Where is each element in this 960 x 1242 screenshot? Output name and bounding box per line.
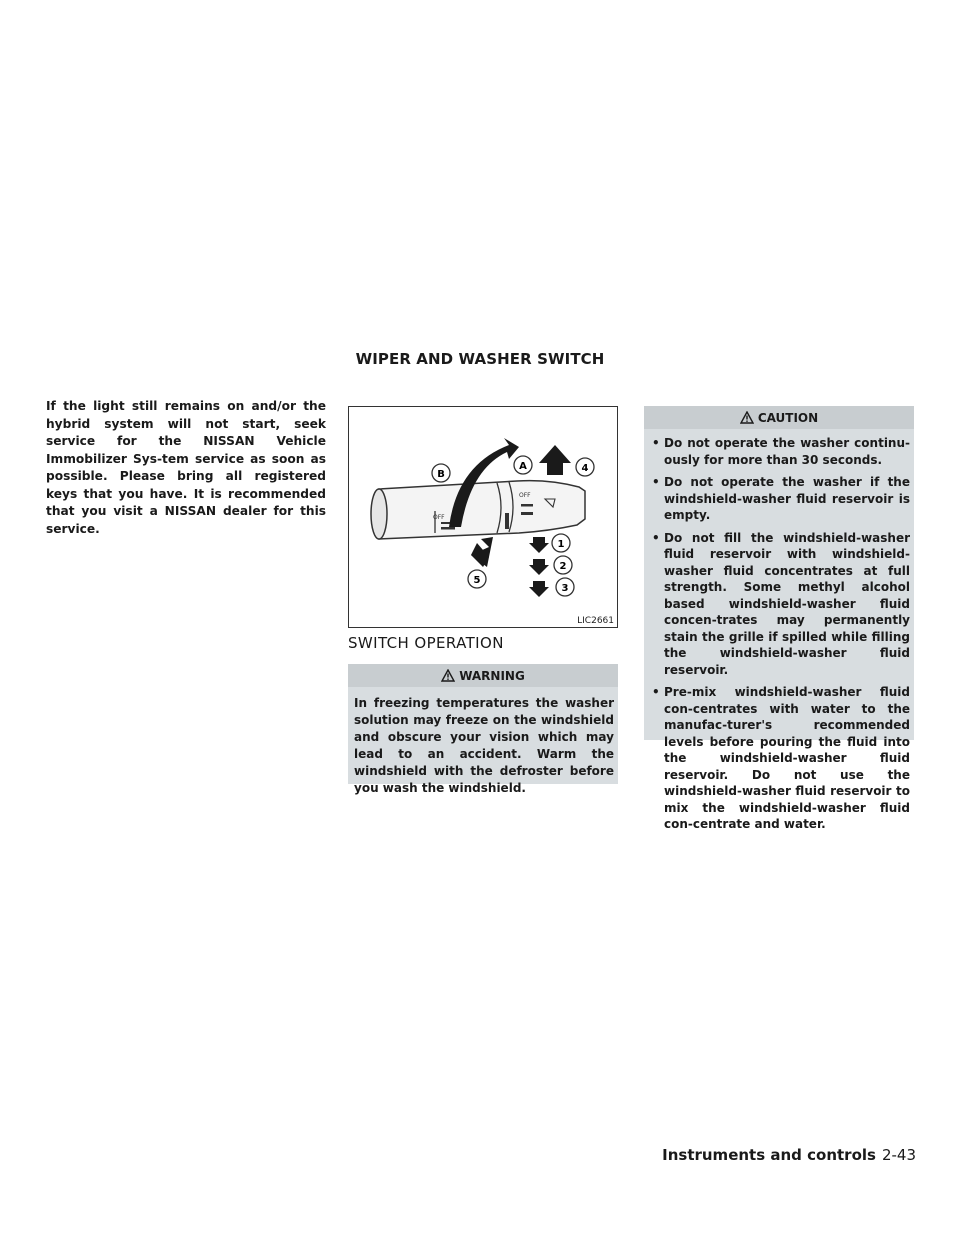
figure-code: LIC2661	[577, 616, 614, 626]
caution-triangle-icon	[740, 411, 754, 424]
wiper-switch-figure	[348, 406, 618, 628]
warning-text: In freezing temperatures the washer solution may freeze on the windshield and obscure your vision which may lead to an accident. Warm the windshield with the defroster before you wash the windshield.	[354, 696, 614, 795]
warning-header	[348, 664, 618, 687]
warning-triangle-icon	[441, 669, 455, 682]
caution-item: • Do not fill the windshield-washer fluid reservoir with windshield-washer fluid concentrates at full strength. Some methyl alcohol based windshield-washer fluid concen-trates may permanently stain the grille if spilled while filling the windshield-washer fluid reservoir.	[650, 530, 910, 679]
label-3: 3	[561, 583, 569, 594]
page-footer	[662, 1146, 916, 1164]
warning-heading: WARNING	[459, 668, 525, 683]
wiper-switch-illustration	[349, 407, 617, 627]
off-mark-left: OFF	[433, 514, 445, 521]
arrow-down-1-icon	[529, 537, 549, 553]
lever-end	[371, 489, 387, 539]
section-title: WIPER AND WASHER SWITCH	[355, 350, 605, 368]
caution-box	[644, 406, 914, 831]
label-5: 5	[473, 575, 481, 586]
caution-item: • Do not operate the washer continu-ously for more than 30 seconds.	[650, 435, 910, 468]
switch-operation-heading: SWITCH OPERATION	[348, 634, 504, 652]
label-1: 1	[557, 539, 565, 550]
caution-item: • Pre-mix windshield-washer fluid con-centrates with water to the manufac-turer's recommended levels before pouring the fluid into the windshield-washer fluid reservoir. Do not use the windshield-washer fluid reservoir to mix the windshield-washer fluid con-centrate and water.	[650, 684, 910, 833]
label-a: A	[519, 461, 527, 472]
label-b: B	[437, 469, 445, 480]
caution-header	[644, 406, 914, 429]
warning-box	[348, 664, 618, 795]
off-mark-right: OFF	[519, 492, 531, 499]
arrow-down-3-icon	[529, 581, 549, 597]
caution-heading: CAUTION	[757, 410, 819, 425]
intro-paragraph: If the light still remains on and/or the hybrid system will not start, seek service for the NISSAN Vehicle Immobilizer Sys-tem service as soon as possible. Please bring all registered keys that you have. It is recommended that you visit a NISSAN dealer for this service.	[46, 399, 326, 536]
caution-list	[644, 429, 914, 833]
arrow-up-icon	[539, 445, 571, 475]
label-4: 4	[581, 463, 589, 474]
arrow-down-2-icon	[529, 559, 549, 575]
lever-body	[374, 481, 585, 539]
label-2: 2	[559, 561, 567, 572]
page-number: 2-43	[881, 1146, 916, 1164]
caution-item: • Do not operate the washer if the windshield-washer fluid reservoir is empty.	[650, 474, 910, 524]
footer-section: Instruments and controls	[662, 1146, 876, 1164]
